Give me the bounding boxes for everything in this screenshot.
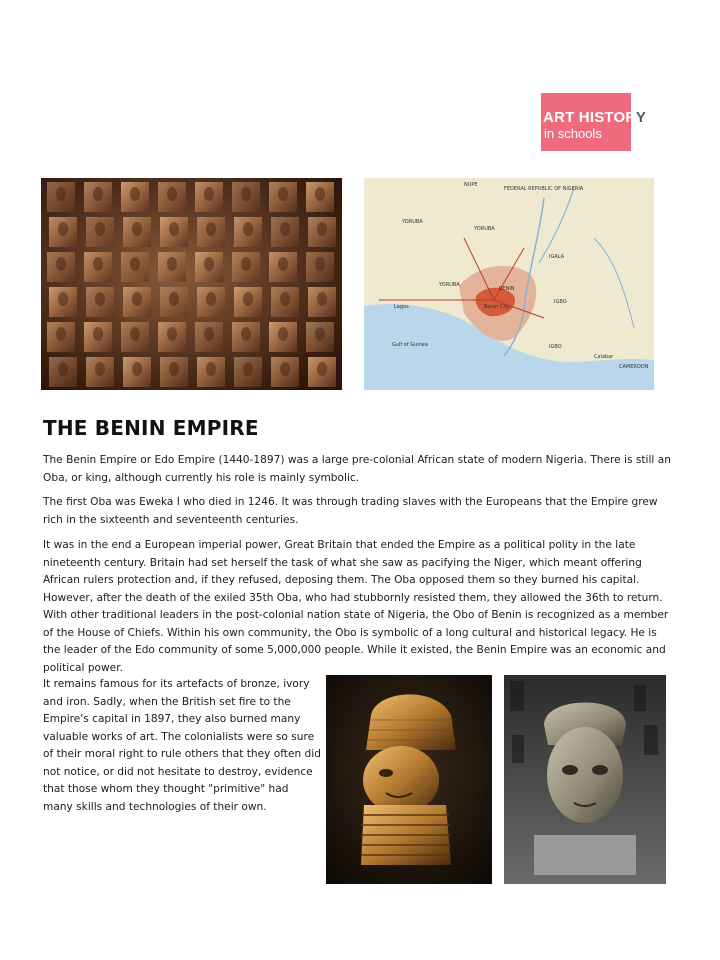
plaque-figure: [280, 362, 290, 376]
plaque-figure: [206, 362, 216, 376]
benin-plaques-photo: [41, 178, 342, 390]
plaques-illustration: [41, 178, 342, 390]
ivory-mask-photo: [504, 675, 666, 884]
map-label-lagos: Lagos: [394, 304, 409, 310]
plaque-figure: [317, 222, 327, 236]
plaque-figure: [132, 292, 142, 306]
plaque-figure: [167, 257, 177, 271]
plaque-figure: [169, 362, 179, 376]
benin-empire-map: [364, 178, 654, 390]
logo-line1-tail: Y: [635, 109, 647, 126]
plaque-figure: [204, 327, 214, 341]
logo-text-line2: in schools: [544, 126, 602, 141]
plaque-figure: [278, 187, 288, 201]
ivory-mask-illustration: [504, 675, 666, 884]
plaque-figure: [204, 257, 214, 271]
plaque-figure: [315, 187, 325, 201]
plaque-figure: [93, 257, 103, 271]
map-illustration: [364, 178, 654, 390]
bronze-head-illustration: [326, 675, 492, 884]
plaque-figure: [132, 222, 142, 236]
plaque-figure: [95, 292, 105, 306]
plaque-figure: [167, 327, 177, 341]
map-label-igbo-2: IGBO: [549, 344, 562, 350]
plaque-figure: [58, 222, 68, 236]
map-label-cameroon: CAMEROON: [619, 364, 649, 370]
plaque-figure: [130, 257, 140, 271]
plaque-figure: [241, 327, 251, 341]
plaque-figure: [95, 222, 105, 236]
plaque-figure: [206, 292, 216, 306]
plaque-figure: [56, 327, 66, 341]
paragraph-artefacts: It remains famous for its artefacts of bronze, ivory and iron. Sadly, when the British set fire to the Empire's capital in 1897, they also burned many valuable works of art. The colonialists were so sure of their moral right to rule others that they often did not notice, or did not hesitate to destroy, evidence that those whom they thought "primitive" had many skills and technologies of their own.: [43, 678, 321, 813]
plaque-figure: [132, 362, 142, 376]
plaque-figure: [93, 187, 103, 201]
plaque-figure: [280, 292, 290, 306]
art-history-logo: [541, 93, 647, 151]
plaque-figure: [167, 187, 177, 201]
map-label-calabar: Calabar: [594, 354, 614, 360]
plaque-figure: [169, 222, 179, 236]
plaque-figure: [206, 222, 216, 236]
map-label-igbo-1: IGBO: [554, 299, 567, 305]
map-label-nupe: NUPE: [464, 182, 478, 188]
map-label-yoruba-2: YORUBA: [474, 226, 495, 232]
plaque-figure: [204, 187, 214, 201]
plaque-figure: [56, 257, 66, 271]
plaque-figure: [280, 222, 290, 236]
plaque-figure: [93, 327, 103, 341]
map-label-gulf: Gulf of Guinea: [392, 342, 428, 348]
plaque-figure: [278, 327, 288, 341]
plaque-figure: [130, 187, 140, 201]
plaque-figure: [169, 292, 179, 306]
map-label-yoruba-3: YORUBA: [439, 282, 460, 288]
logo-text-line1: [543, 109, 646, 126]
plaque-figure: [315, 257, 325, 271]
plaque-figure: [95, 362, 105, 376]
map-label-benin: BENIN: [499, 286, 515, 292]
plaque-figure: [56, 187, 66, 201]
paragraph-intro: The Benin Empire or Edo Empire (1440-1897) was a large pre-colonial African state of modern Nigeria. There is still an Oba, or king, although currently his role is mainly symbolic.: [43, 454, 671, 484]
plaque-figure: [241, 187, 251, 201]
bronze-head-photo: [326, 675, 492, 884]
plaque-figure: [243, 362, 253, 376]
plaque-figure: [241, 257, 251, 271]
plaque-figure: [317, 362, 327, 376]
plaque-figure: [278, 257, 288, 271]
map-label-nigeria: FEDERAL REPUBLIC OF NIGERIA: [504, 186, 584, 192]
logo-line1-highlight: ART HISTOR: [543, 109, 636, 126]
page-title: THE BENIN EMPIRE: [43, 416, 259, 440]
plaque-figure: [58, 292, 68, 306]
map-label-yoruba-1: YORUBA: [402, 219, 423, 225]
plaque-figure: [58, 362, 68, 376]
paragraph-first-oba: The first Oba was Eweka I who died in 1246. It was through trading slaves with the Europeans that the Empire grew rich in the sixteenth and seventeenth centuries.: [43, 496, 658, 526]
plaque-figure: [130, 327, 140, 341]
paragraph-british-end: It was in the end a European imperial power, Great Britain that ended the Empire as a political polity in the late nineteenth century. Britain had set herself the task of what she saw as pacifying the Niger, which meant offering African rulers protection and, if they refused, deposing them. The Oba opposed them so they burned his capital. However, after the death of the exiled 35th Oba, who had stubbornly resisted them, they allowed the 36th to return. With other traditional leaders in the post-colonial nation state of Nigeria, the Obo of Benin is recognized as a member of the House of Chiefs. Within his own community, the Obo is symbolic of a long cultural and historical legacy. He is the leader of the Edo community of some 5,000,000 people. While it existed, the Benin Empire was an economic and political power.: [43, 539, 669, 674]
plaque-figure: [317, 292, 327, 306]
map-label-igala: IGALA: [549, 254, 565, 260]
map-label-benin-city: Benin City: [484, 304, 510, 310]
plaque-figure: [243, 292, 253, 306]
plaque-figure: [243, 222, 253, 236]
plaque-figure: [315, 327, 325, 341]
